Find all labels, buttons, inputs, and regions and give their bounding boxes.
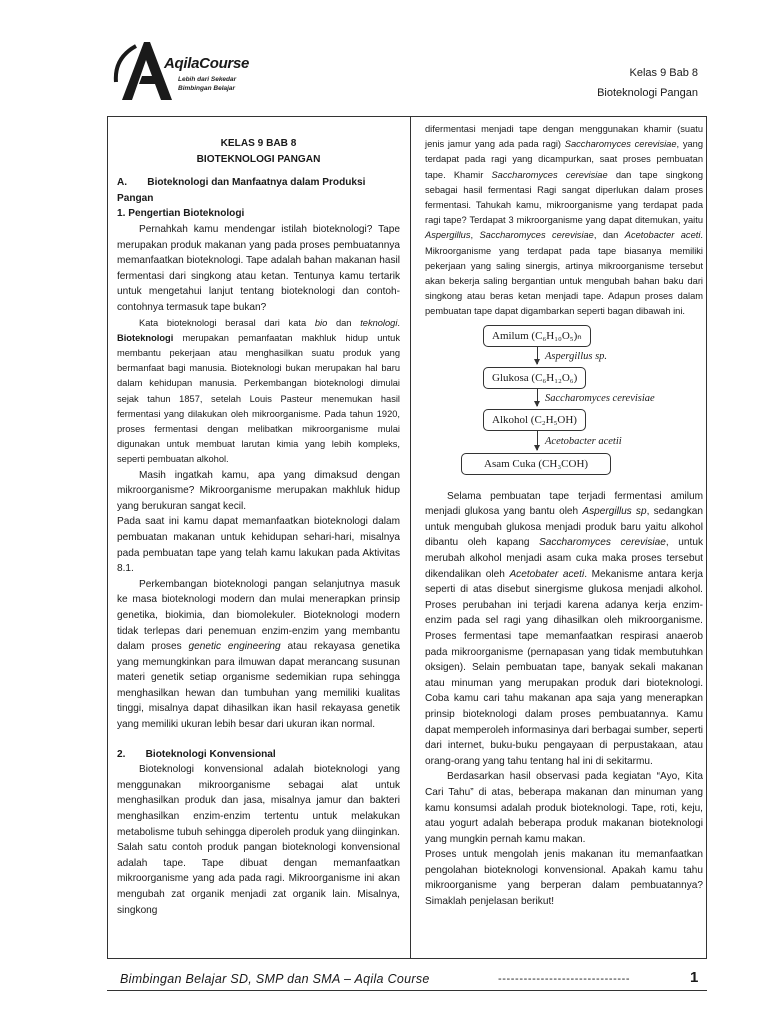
logo bbox=[112, 38, 272, 108]
paragraph-5: Perkembangan bioteknologi pangan selanjutnya masuk ke masa bioteknologi modern dan mulai menerapkan prinsip genetika, biokimia, dan biomolekuler. Bioteknologi modern tidak terlepas dari penemuan enzim-enzim yang membantu dalam proses genetic engineering atau rekayasa genetika yang memungkinkan para ilmuwan dapat merancang susunan materi genetik setiap organisme sedemikian rupa sehingga menghasilkan hewan dan tumbuhan yang memiliki kualitas tinggi, misalnya dapat dihasilkan ikan hasil rekayasa genetik yang memiliki ukuran lebih besar dari ukuran ikan normal. bbox=[117, 578, 400, 731]
paragraph-6: Bioteknologi konvensional adalah bioteknologi yang menggunakan mikroorganisme sebagai alat untuk menghasilkan produk dan jasa, misalnya jamur dan bakteri menghasilkan enzim-enzim tertentu untuk melakukan metabolisme tubuh sehingga diperoleh produk yang diinginkan. Salah satu contoh produk pangan bioteknologi konvensional adalah tape. Tape dibuat dengan memanfaatkan mikroorganisme yang ada pada ragi. Mikroorganisme ini akan mengubah zat organik menjadi zat organik lain. Misalnya, singkong bbox=[117, 764, 400, 916]
logo-name: AqilaCourse bbox=[164, 55, 250, 72]
section-a-heading: A. Bioteknologi dan Manfaatnya dalam Produksi Pangan bbox=[117, 177, 366, 204]
paragraph-r2: Selama pembuatan tape terjadi fermentasi amilum menjadi glukosa yang bantu oleh Aspergillus sp, sedangkan untuk mengubah glukosa menjadi produk baru yaitu alkohol dibantu oleh kapang Saccharomyces cerevisiae, untuk merubah alkohol menjadi asam cuka maka proses tersebut dikendalikan oleh Acetobater aceti. Mekanisme antara kerja seperti di atas disebut sinergisme glukosa menjadi alkohol. Proses perubahan ini terjadi karena adanya kerja enzim-enzim pada sel ragi yang dihasilkan oleh mikroorganisme. Proses fermentasi tape memanfaatkan respirasi anaerob pada mikroorganisme (pernapasan yang tidak membutuhkan oksigen). Selain pembuatan tape, banyak sekali makanan atau minuman yang merupakan produk dari bioteknologi. Coba kamu cari tahu makanan apa saja yang menerapkan prinsip bioteknologi dalam proses pembuatannya. Kamu dapat memperoleh informasinya dari berbagai sumber, seperti dari internet, buku-buku pengayaan di perpustakaan, atau orang-orang yang tahu tentang hal ini di sekitarmu. bbox=[425, 490, 703, 767]
paragraph-1: Pernahkah kamu mendengar istilah bioteknologi? Tape merupakan produk makanan yang pada proses pembuatannya memanfaatkan bioteknologi. Tape adalah bahan makanan hasil fermentasi dari singkong atau ketan. Tentunya kamu tertarik untuk mengetahui lanjut tentang bioteknologi dan contoh-contohnya termasuk tape bukan? bbox=[117, 223, 400, 313]
footer-dashes: ------------------------------- bbox=[498, 973, 631, 985]
doc-title-2: BIOTEKNOLOGI PANGAN bbox=[196, 153, 321, 165]
section-2-heading: 2. Bioteknologi Konvensional bbox=[117, 748, 276, 760]
paragraph-r3: Berdasarkan hasil observasi pada kegiatan “Ayo, Kita Cari Tahu” di atas, beberapa makanan dan minuman yang kamu konsumsi adalah produk bioteknologi. Tape, roti, keju, atau yogurt adalah beberapa produk makanan bioteknologi yang mungkin pernah kamu makan. bbox=[425, 771, 703, 845]
diagram-arrow-2 bbox=[537, 388, 538, 406]
paragraph-4: Pada saat ini kamu dapat memanfaatkan bioteknologi dalam pembuatan makanan untuk kehidupan sehari-hari, misalnya pada pembuatan tape yang telah kamu lakukan pada Aktivitas 8.1. bbox=[117, 516, 400, 575]
logo-mark-icon bbox=[112, 38, 182, 108]
paragraph-2: Kata bioteknologi berasal dari kata bio dan teknologi. Bioteknologi merupakan pemanfaatan makhluk hidup untuk membantu pekerjaan atau menghasilkan suatu produk yang bermanfaat bagi manusia. Bioteknologi bukan merupakan hal baru dalam kehidupan manusia. Perkembangan bioteknologi dimulai sejak tahun 1857, setelah Louis Pasteur menemukan hasil fermentasi yang dilakukan oleh mikroorganisme. Pada tahun 1920, proses fermentasi dengan melibatkan mikroorganisme mulai digunakan untuk membuat larutan kimia yang lebih kompleks, seperti pembuatan alkohol. bbox=[117, 317, 400, 465]
diagram-arrow-3 bbox=[537, 430, 538, 450]
diagram-box-alkohol: Alkohol (C₂H₅OH) bbox=[483, 409, 586, 431]
paragraph-r4: Proses untuk mengolah jenis makanan itu memanfaatkan pengolahan bioteknologi konvensional. Apakah kamu tahu mikroorganisme yang berperan dalam pembuatannya? Simaklah penjelasan berikut! bbox=[425, 849, 703, 908]
diagram-arrow-1 bbox=[537, 346, 538, 364]
diagram-box-asam-cuka: Asam Cuka (CH₃COH) bbox=[461, 453, 611, 475]
logo-tagline-2: Bimbingan Belajar bbox=[178, 85, 236, 92]
diagram-box-amilum: Amilum (C₆H₁₀O₅)ₙ bbox=[483, 325, 591, 347]
column-divider bbox=[410, 116, 411, 959]
paragraph-3: Masih ingatkah kamu, apa yang dimaksud dengan mikroorganisme? Mikroorganisme merupakan makhluk hidup yang berukuran sangat kecil. bbox=[117, 469, 400, 512]
left-column bbox=[117, 136, 400, 918]
diagram-box-glukosa: Glukosa (C₆H₁₂O₆) bbox=[483, 367, 586, 389]
header-class: Kelas 9 Bab 8 bbox=[629, 67, 698, 79]
footer-rule bbox=[107, 990, 707, 991]
diagram-enzyme-1: Aspergillus sp. bbox=[545, 350, 608, 362]
fermentation-diagram bbox=[425, 323, 703, 483]
paragraph-r1: difermentasi menjadi tape dengan menggunakan khamir (suatu jenis jamur yang ada pada ragi) Saccharomyces cerevisiae, yang terdapat pada ragi yang dicampurkan, saat proses pembuatan tape. Khamir Saccharomyces cerevisiae dan tape singkong sebagai hasil fermentasi Ragi sangat diperlukan dalam proses fermentasi. Tahukah kamu, mikroorganisme yang terdapat pada ragi tape? Terdapat 3 mikroorganisme yang dapat ditemukan, yaitu Aspergillus, Saccharomyces cerevisiae, dan Acetobacter aceti. Mikroorganisme yang terdapat pada tape biasanya memiliki pekerjaan yang saling sinergis, artinya mikroorganisme tersebut akan bekerja saling bergantian untuk mengubah bahan baku dari singkong atau beras ketan menjadi tape. Adapun proses dalam pembuatan tape dapat digambarkan seperti bagan dibawah ini. bbox=[425, 124, 703, 317]
subsection-1-heading: 1. Pengertian Bioteknologi bbox=[117, 208, 245, 220]
doc-title-1: KELAS 9 BAB 8 bbox=[220, 138, 297, 149]
page-header bbox=[597, 64, 698, 103]
page-number: 1 bbox=[690, 969, 699, 986]
logo-tagline-1: Lebih dari Sekedar bbox=[178, 76, 237, 83]
diagram-enzyme-2: Saccharomyces cerevisiae bbox=[545, 392, 655, 404]
diagram-enzyme-3: Acetobacter acetii bbox=[545, 435, 622, 447]
right-column bbox=[425, 122, 703, 910]
header-topic: Bioteknologi Pangan bbox=[597, 87, 698, 99]
footer-text: Bimbingan Belajar SD, SMP dan SMA – Aqila Course bbox=[120, 972, 430, 986]
